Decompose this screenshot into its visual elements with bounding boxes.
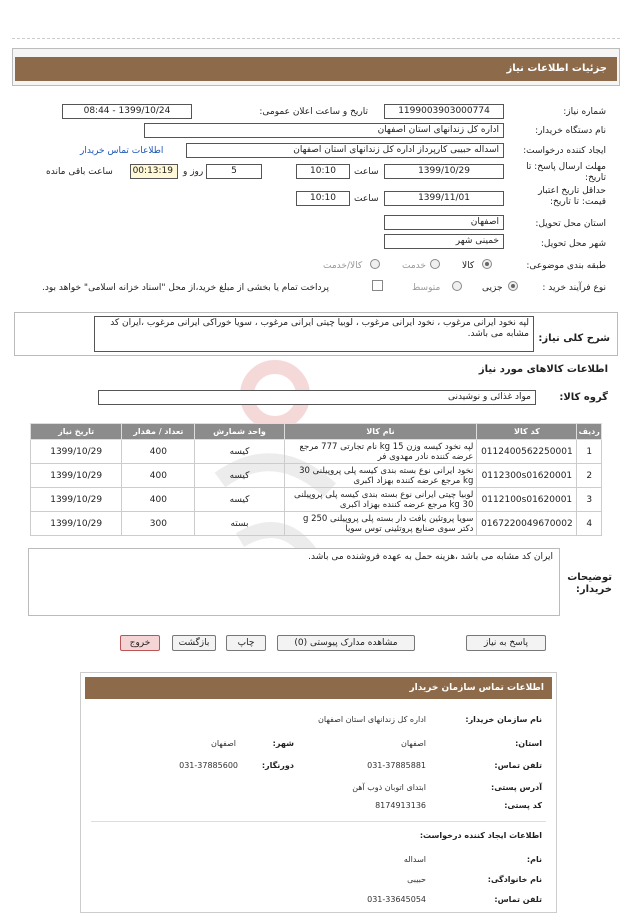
name-label: نام:: [526, 855, 542, 864]
table-row: [31, 440, 602, 464]
goods-code: 0167220049670002: [477, 512, 577, 536]
category-goods-radio[interactable]: [482, 259, 492, 269]
table-row: [31, 488, 602, 512]
goods-table: [30, 423, 602, 536]
deadline-date-field: 1399/10/29: [384, 164, 504, 179]
goods-name: لوبیا چیتی ایرانی نوع بسته بندی کیسه پلی پروپیلنی 30 kg مرجع عرضه کننده بهزاد اکبری: [284, 488, 477, 512]
contact-divider: [91, 821, 546, 822]
validity-label: حداقل تاریخ اعتبار قیمت: تا تاریخ:: [538, 186, 606, 207]
process-partial-label: جزیی: [482, 283, 503, 293]
days-field: 5: [206, 164, 262, 179]
print-button[interactable]: چاپ: [226, 635, 266, 651]
postal-value: 8174913136: [375, 801, 426, 810]
goods-code: 0112400562250001: [477, 440, 577, 464]
goods-table-header: [31, 424, 602, 440]
goods-qty: 400: [122, 464, 195, 488]
category-service-label: خدمت: [402, 261, 426, 271]
goods-unit: کیسه: [195, 440, 284, 464]
description-textarea[interactable]: لپه نخود ایرانی مرغوب ، نخود ایرانی مرغوب ، لوبیا چیتی ایرانی مرغوب ، سویا خوراکی ایرانی مرغوب ،ایران کد مشابه می باشد.: [94, 316, 534, 352]
city-field: خمینی شهر: [384, 234, 504, 249]
postal-label: کد پستی:: [504, 801, 542, 810]
family-label: نام خانوادگی:: [487, 875, 542, 884]
goods-name: نخود ایرانی نوع بسته بندی کیسه پلی پروپیلنی 30 kg مرجع عرضه کننده بهزاد اکبری: [284, 464, 477, 488]
goods-name: سویا پروتئین بافت دار بسته پلی پروپیلنی 250 g دکتر سوی صنایع پروتئینی توس سویا: [284, 512, 477, 536]
process-label: نوع فرآیند خرید :: [542, 283, 606, 293]
validity-date-field: 1399/11/01: [384, 191, 504, 206]
col-date: تاریخ نیاز: [31, 424, 122, 440]
buyer-field: اداره کل زندانهای استان اصفهان: [144, 123, 504, 138]
days-label: روز و: [183, 167, 204, 177]
goods-code: 0112300s01620001: [477, 464, 577, 488]
goods-qty: 400: [122, 488, 195, 512]
deadline-time-field: 10:10: [296, 164, 350, 179]
city-contact-value: اصفهان: [210, 739, 236, 748]
province-contact-label: استان:: [515, 739, 542, 748]
address-value: ابتدای اتوبان ذوب آهن: [352, 783, 426, 792]
buyer-notes-text: ایران کد مشابه می باشد ،هزینه حمل به عهده فروشنده می باشد.: [308, 552, 553, 562]
goods-info-title: اطلاعات کالاهای مورد نیاز: [478, 364, 608, 375]
top-divider: [12, 38, 620, 39]
back-button[interactable]: بازگشت: [172, 635, 216, 651]
announce-field: 1399/10/24 - 08:44: [62, 104, 192, 119]
validity-time-label: ساعت: [354, 194, 379, 204]
goods-date: 1399/10/29: [31, 464, 122, 488]
buyer-notes-label: توضیحات خریدار:: [567, 572, 612, 595]
buyer-label: نام دستگاه خریدار:: [535, 126, 606, 136]
remaining-time-field: 00:13:19: [130, 164, 178, 179]
creator-phone-value: 031-33645054: [367, 895, 426, 904]
col-unit: واحد شمارش: [195, 424, 284, 440]
province-label: استان محل تحویل:: [535, 219, 606, 229]
process-partial-radio[interactable]: [508, 281, 518, 291]
announce-label: تاریخ و ساعت اعلان عمومی:: [259, 107, 368, 117]
province-field: اصفهان: [384, 215, 504, 230]
fax-value: 031-37885600: [179, 761, 238, 770]
goods-date: 1399/10/29: [31, 512, 122, 536]
goods-qty: 400: [122, 440, 195, 464]
province-contact-value: اصفهان: [400, 739, 426, 748]
treasury-payment-note: پرداخت تمام یا بخشی از مبلغ خرید،از محل "اسناد خزانه اسلامی" خواهد بود.: [42, 283, 330, 293]
need-number-label: شماره نیاز:: [563, 107, 606, 117]
process-medium-radio[interactable]: [452, 281, 462, 291]
buyer-contact-link[interactable]: اطلاعات تماس خریدار: [80, 146, 164, 156]
table-row: [31, 464, 602, 488]
goods-date: 1399/10/29: [31, 440, 122, 464]
fax-label: دورنگار:: [261, 761, 294, 770]
category-service-radio[interactable]: [430, 259, 440, 269]
goods-unit: کیسه: [195, 464, 284, 488]
phone-label: تلفن تماس:: [494, 761, 542, 770]
table-row: [31, 512, 602, 536]
creator-field: اسداله حبیبی کارپرداز اداره کل زندانهای استان اصفهان: [186, 143, 504, 158]
treasury-payment-checkbox[interactable]: [372, 280, 383, 291]
buyer-notes-textarea[interactable]: [28, 548, 560, 616]
creator-phone-label: تلفن تماس:: [494, 895, 542, 904]
family-value: حبیبی: [407, 875, 426, 884]
reply-button[interactable]: پاسخ به نیاز: [466, 635, 546, 651]
category-label: طبقه بندی موضوعی:: [526, 261, 606, 271]
deadline-label: مهلت ارسال پاسخ: تا تاریخ:: [526, 162, 606, 183]
phone-value: 031-37885881: [367, 761, 426, 770]
col-code: کد کالا: [477, 424, 577, 440]
validity-time-field: 10:10: [296, 191, 350, 206]
description-label: شرح کلی نیاز:: [538, 333, 610, 344]
col-name: نام کالا: [284, 424, 477, 440]
details-header-box: [12, 48, 620, 86]
process-medium-label: متوسط: [412, 283, 441, 293]
goods-date: 1399/10/29: [31, 488, 122, 512]
row-number: 3: [577, 488, 602, 512]
creator-label: ایجاد کننده درخواست:: [523, 146, 606, 156]
name-value: اسداله: [403, 855, 426, 864]
remaining-label: ساعت باقی مانده: [46, 167, 113, 177]
goods-qty: 300: [122, 512, 195, 536]
goods-code: 0112100s01620001: [477, 488, 577, 512]
city-label: شهر محل تحویل:: [540, 239, 606, 249]
org-label: نام سازمان خریدار:: [465, 715, 542, 724]
attachments-button[interactable]: مشاهده مدارک پیوستی (0): [277, 635, 415, 651]
category-goods-label: کالا: [462, 261, 475, 271]
col-qty: تعداد / مقدار: [122, 424, 195, 440]
category-both-radio[interactable]: [370, 259, 380, 269]
city-contact-label: شهر:: [272, 739, 294, 748]
org-value: اداره کل زندانهای استان اصفهان: [318, 715, 426, 724]
deadline-time-label: ساعت: [354, 167, 379, 177]
contact-title: اطلاعات تماس سازمان خریدار: [85, 677, 552, 699]
need-number-field: 1199003903000774: [384, 104, 504, 119]
exit-button[interactable]: خروج: [120, 635, 160, 651]
category-both-label: کالا/خدمت: [323, 261, 363, 271]
goods-unit: بسته: [195, 512, 284, 536]
goods-unit: کیسه: [195, 488, 284, 512]
goods-group-field: مواد غذائی و نوشیدنی: [98, 390, 536, 405]
buyer-contact-panel: [80, 672, 557, 913]
row-number: 1: [577, 440, 602, 464]
page-title: جزئیات اطلاعات نیاز: [15, 57, 617, 81]
col-row: ردیف: [577, 424, 602, 440]
row-number: 2: [577, 464, 602, 488]
row-number: 4: [577, 512, 602, 536]
address-label: آدرس پستی:: [491, 783, 542, 792]
creator-info-title: اطلاعات ایجاد کننده درخواست:: [419, 831, 542, 840]
goods-name: لپه نخود کیسه وزن 15 kg نام تجارتی 777 مرجع عرضه کننده نادر مهدوی فر: [284, 440, 477, 464]
goods-group-label: گروه کالا:: [559, 392, 608, 403]
